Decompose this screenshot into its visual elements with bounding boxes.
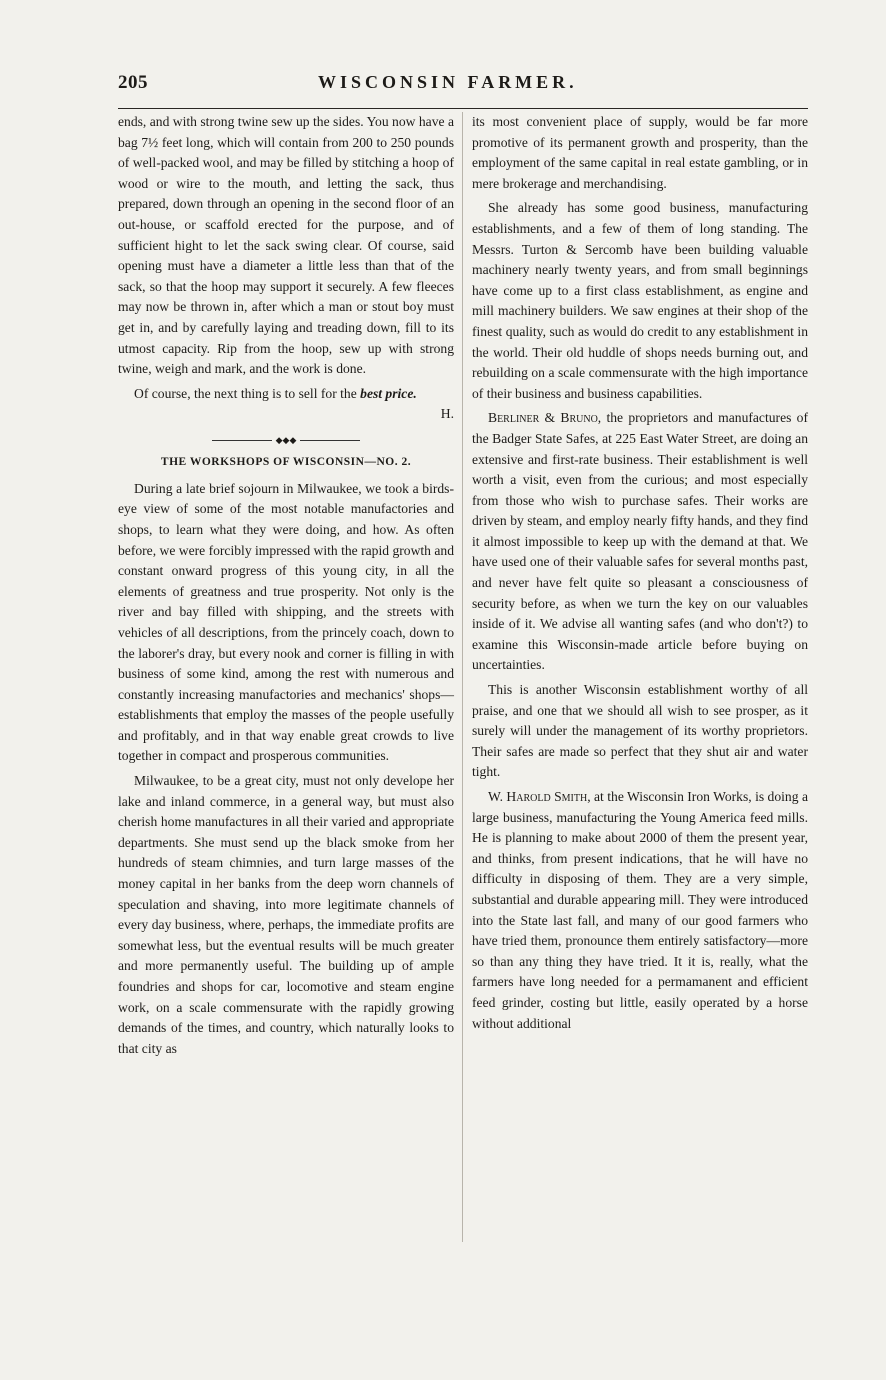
section-title: THE WORKSHOPS OF WISCONSIN—NO. 2. [160,456,412,469]
paragraph-harold-smith [472,787,808,1034]
column-divider [462,112,463,1242]
paragraph-harold-smith-text: at the Wisconsin Iron Works, is doing a large business, manufacturing the Young America feed mills. He is planning to make about 2000 of them the present year, and thinks, from present indications, that he will have no difficulty in disposing of them. They are a very simple, substantial and durable appearing mill. They were introduced into the State last fall, and many of our good farmers who have tried them, pronounce them entirely satisfactory—more so than any thing they have tried. It it is, really, what the farmers have long needed for a permamanent and efficient feed grinder, costing but little, easily operated by a horse without additional [472,789,808,1031]
header-rule [118,108,808,109]
firm-name-berliner-bruno: Berliner & Bruno, [488,410,602,426]
paragraph-berliner-bruno [472,408,808,676]
page-number: 205 [118,72,148,93]
running-head: WISCONSIN FARMER. [318,72,578,92]
right-column [472,112,808,1034]
paragraph-milwaukee-great-city: Milwaukee, to be a great city, must not only develope her lake and inland commerce, in a general way, but must also cherish home manufactures in all their varied and appropriate departments. She must send up the black smoke from her hundreds of steam chimnies, and turn large masses of the money capital in her banks from the deep worn channels of speculation and shaving, into more legitimate channels of every day business, where, perhaps, the immediate profits are somewhat less, but the eventual results will be much greater and more permanently useful. The building up of ample foundries and shops for car, locomotive and steam engine work, on a scale commensurate with the rapidly growing demands of the times, and country, which naturally looks to that city as [118,773,454,1056]
author-signature: H. [440,406,454,422]
firm-name-harold-smith: W. Harold Smith, [488,789,591,804]
paragraph-berliner-bruno-text: the proprietors and manufactures of the Badger State Safes, at 225 East Water Street, are doing an extensive and first-rate business. Their establishment is well worth a visit, even from the curious; and most especially from those who wish to purchase safes. Their works are driven by steam, and employ nearly fifty hands, and they find it almost impossible to keep up with the demand at that. We have used one of their valuable safes for several months past, and never have felt quite so pleasant a consciousness of security before, as when we turn the key on our valuables inside of it. We advise all wanting safes (and who don't?) to examine this Wisconsin-made article before buying on uncertainties. [472,410,808,673]
paragraph-sell [118,384,454,425]
paragraph-sell-emphasis: best price. [360,385,417,401]
paragraph-wool-sack: ends, and with strong twine sew up the sides. You now have a bag 7½ feet long, which will contain from 200 to 250 pounds of well-packed wool, and may be filled by stitching a hoop of wood or wire to the mouth, and letting the sack, thus prepared, down through an opening in the second floor of an out-house, or scaffold erected for the purpose, and of sufficient hight to let the sack swing clear. Of course, said opening must have a diameter a little less than that of the sack, so that the hoop may support it securely. A few fleeces may now be thrown in, after which a man or stout boy must get in, and by carefully laying and treading down, fill to its utmost capacity. Rip from the hoop, sew up with strong twine, weigh and mark, and the work is done. [118,114,454,377]
paragraph-milwaukee-sojourn: During a late brief sojourn in Milwaukee, we took a birds-eye view of some of the most notable manufactories and shops, to learn what they were doing, and how. As often before, we were forcibly impressed with the rapid growth and constant onward progress of this young city, in all the elements of greatness and true prosperity. Not only is the river and bay filled with shipping, and the streets with vehicles of all descriptions, from the princely coach, down to the laborer's dray, but every nook and corner is filling in with business of some kind, among the rest with numerous and constantly increasing manufactories and mechanics' shops—establishments that employ the masses of the people usefully and profitably, and in that way enable great crowds to live together in compact and prosperous communities. [118,480,454,764]
page-header [118,72,808,104]
paragraph-sell-text: Of course, the next thing is to sell for the [134,385,361,401]
paragraph-wisconsin-establishment: This is another Wisconsin establishment worthy of all praise, and one that we should all wish to see prosper, as it surely will under the management of its worthy proprietors. Their safes are made so perfect that they shut air and water tight. [472,682,808,780]
left-column [118,112,454,1059]
paragraph-supply: its most convenient place of supply, would be far more promotive of its permanent growth and prosperity, than the employment of the same capital in real estate gambling, or in mere brokerage and merchandising. [472,114,808,191]
section-separator: ◆◆◆ [118,431,454,448]
paragraph-turton-sercomb: She already has some good business, manufacturing establishments, and a few of them of long standing. The Messrs. Turton & Sercomb have been building valuable machinery nearly twenty years, and from small beginnings have come up to a first class establishment, as engine and mill machinery builders. We saw engines at their shop of the finest quality, such as would do credit to any establishment in the world. Their old huddle of shops needs burning out, and rebuilding on a scale commensurate with the high importance of their business and business capabilities. [472,200,808,401]
